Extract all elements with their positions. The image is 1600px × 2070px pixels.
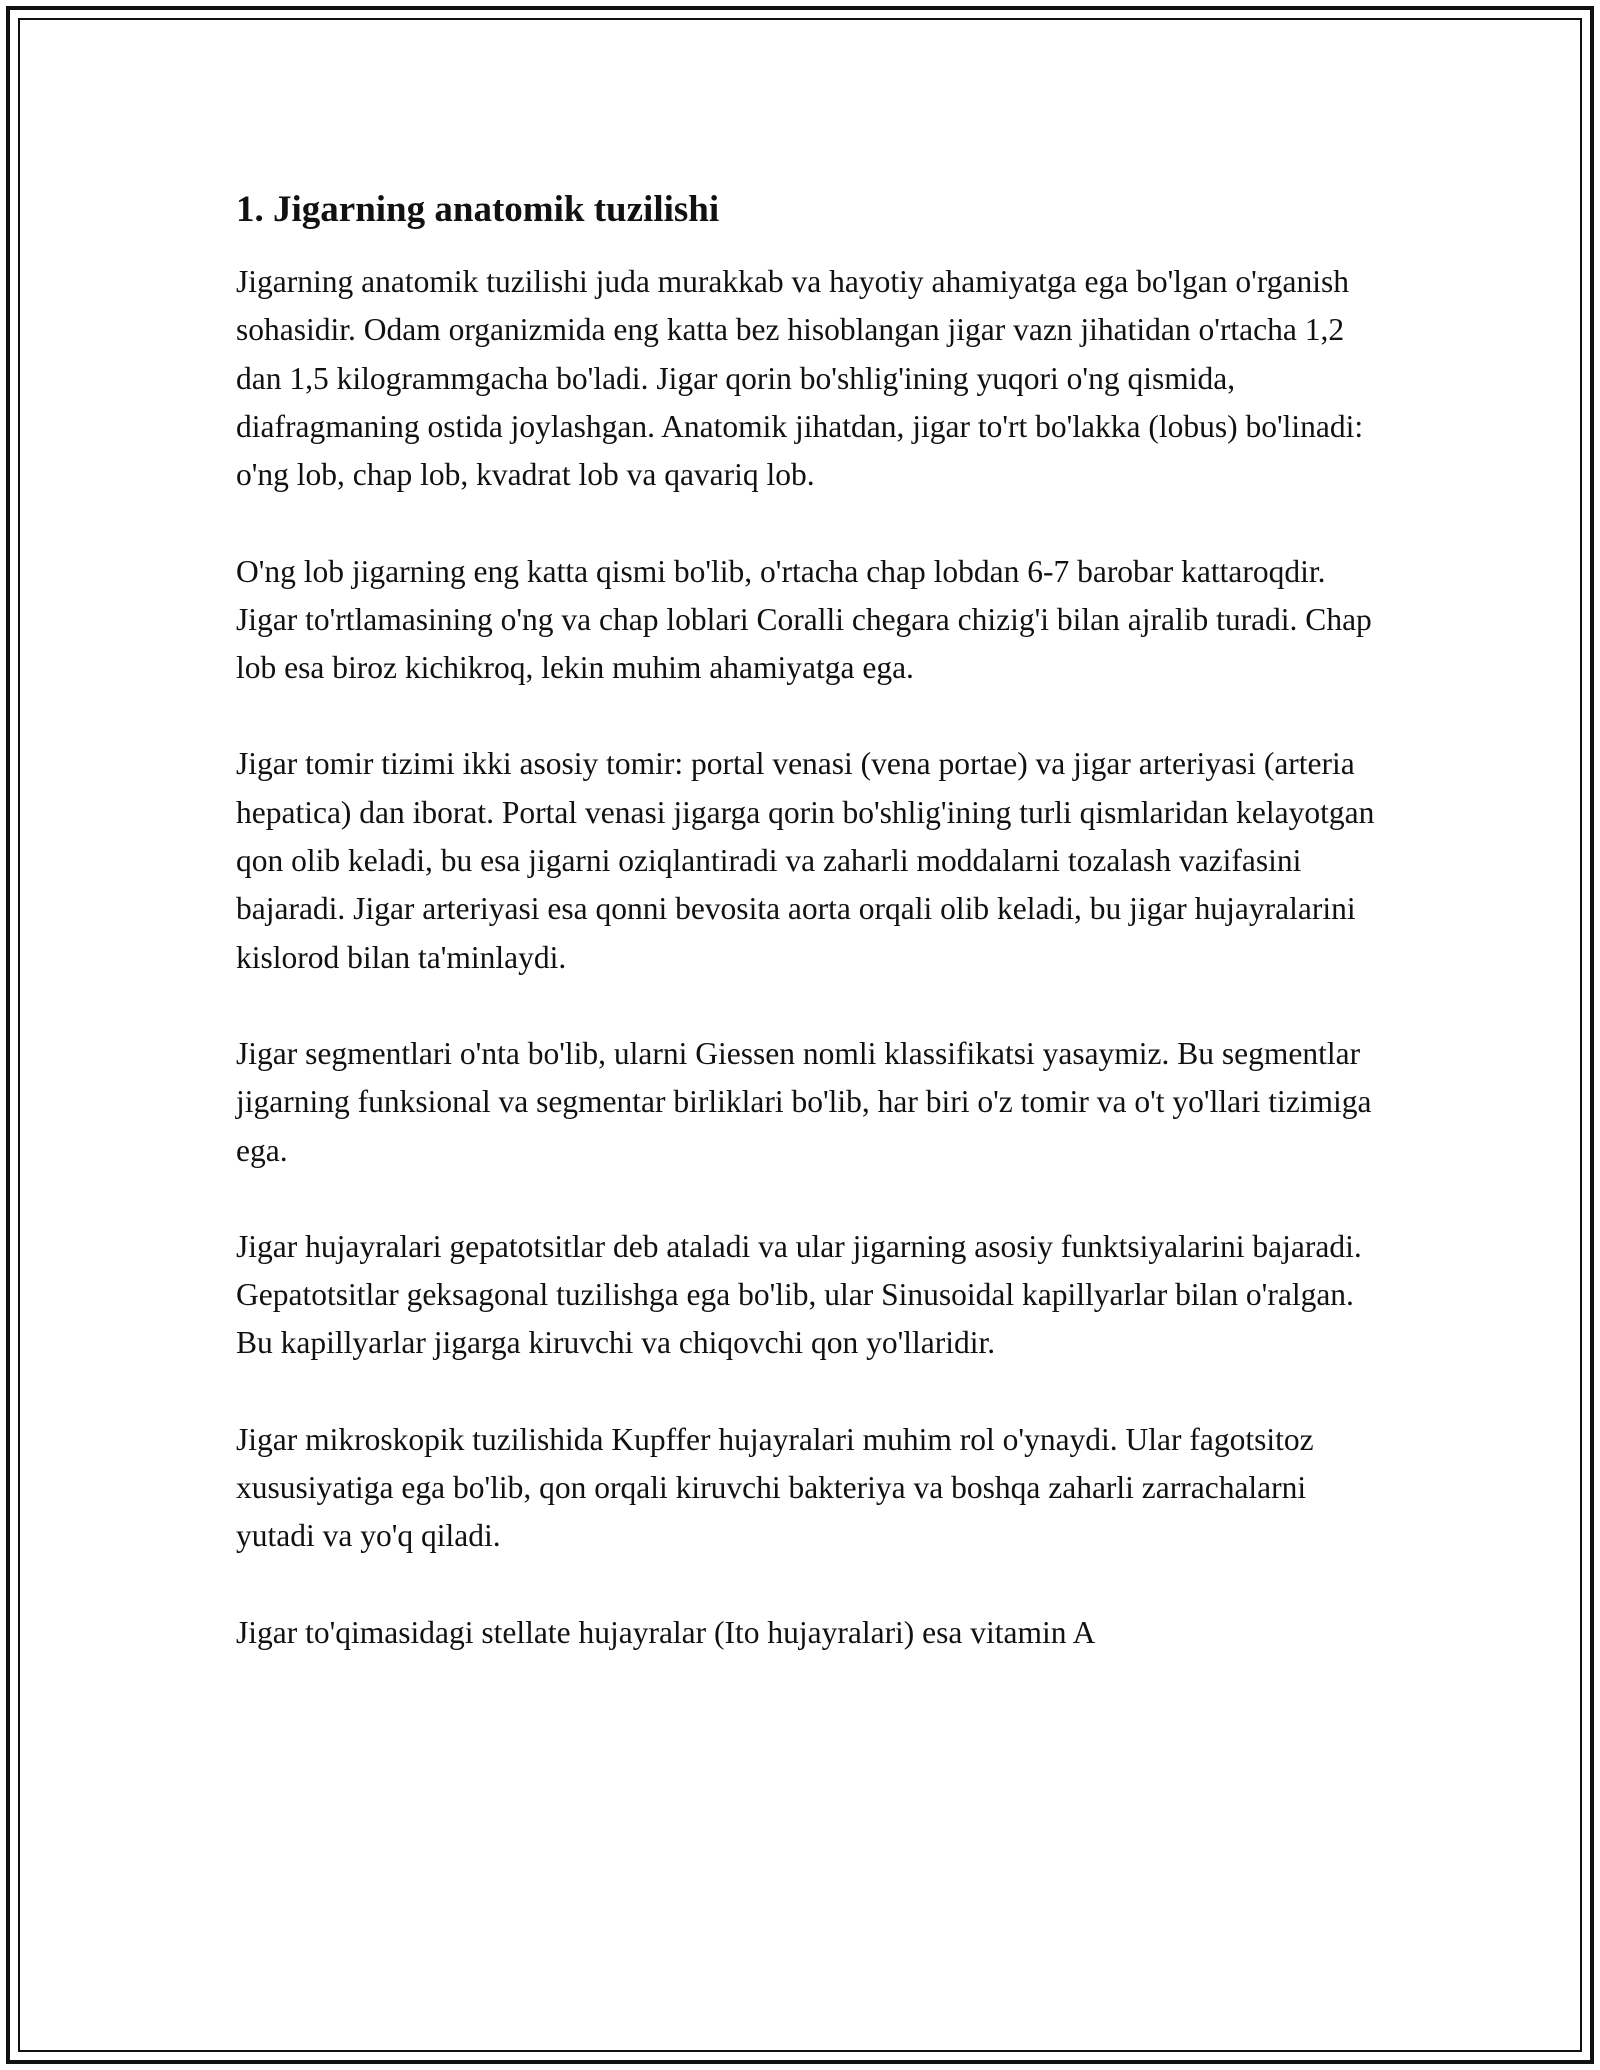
paragraph-hepatocytes: Jigar hujayralari gepatotsitlar deb ataladi va ular jigarning asosiy funktsiyalarini bajaradi. Gepatotsitlar geksagonal tuzilishga ega bo'lib, ular Sinusoidal kapillyarlar bilan o'ralgan. Bu kapillyarlar jigarga kiruvchi va chiqovchi qon yo'llaridir. [236,1228,1362,1361]
paragraph-segments: Jigar segmentlari o'nta bo'lib, ularni Giessen nomli klassifikatsi yasaymiz. Bu segmentlar jigarning funksional va segmentar birliklari bo'lib, har biri o'z tomir va o't yo'llari tizimiga ega. [236,1035,1372,1168]
paragraph-right-lobe: O'ng lob jigarning eng katta qismi bo'lib, o'rtacha chap lobdan 6-7 barobar kattaroqdir. Jigar to'rtlamasining o'ng va chap loblari Coralli chegara chizig'i bilan ajralib turadi. Chap lob esa biroz kichikroq, lekin muhim ahamiyatga ega. [236,553,1372,686]
section-heading: 1. Jigarning anatomik tuzilishi [236,189,720,230]
document-body [236,186,1376,1705]
paragraph-kupffer-cells: Jigar mikroskopik tuzilishida Kupffer hujayralari muhim rol o'ynaydi. Ular fagotsitoz xususiyatiga ega bo'lib, qon orqali kiruvchi bakteriya va boshqa zaharli zarrachalarni yutadi va yo'q qiladi. [236,1421,1314,1554]
paragraph-anatomy-overview: Jigarning anatomik tuzilishi juda murakkab va hayotiy ahamiyatga ega bo'lgan o'rganish sohasidir. Odam organizmida eng katta bez hisoblangan jigar vazn jihatidan o'rtacha 1,2 dan 1,5 kilogrammgacha bo'ladi. Jigar qorin bo'shlig'ining yuqori o'ng qismida, diafragmaning ostida joylashgan. Anatomik jihatdan, jigar to'rt bo'lakka (lobus) bo'linadi: o'ng lob, chap lob, kvadrat lob va qavariq lob. [236,264,1364,493]
paragraph-stellate-cells: Jigar to'qimasidagi stellate hujayralar (Ito hujayralari) esa vitamin A [236,1614,1096,1650]
paragraph-vascular-system: Jigar tomir tizimi ikki asosiy tomir: portal venasi (vena portae) va jigar arteriyasi (arteria hepatica) dan iborat. Portal venasi jigarga qorin bo'shlig'ining turli qismlaridan kelayotgan qon olib keladi, bu esa jigarni oziqlantiradi va zaharli moddalarni tozalash vazifasini bajaradi. Jigar arteriyasi esa qonni bevosita aorta orqali olib keladi, bu jigar hujayralarini kislorod bilan ta'minlaydi. [236,746,1375,975]
